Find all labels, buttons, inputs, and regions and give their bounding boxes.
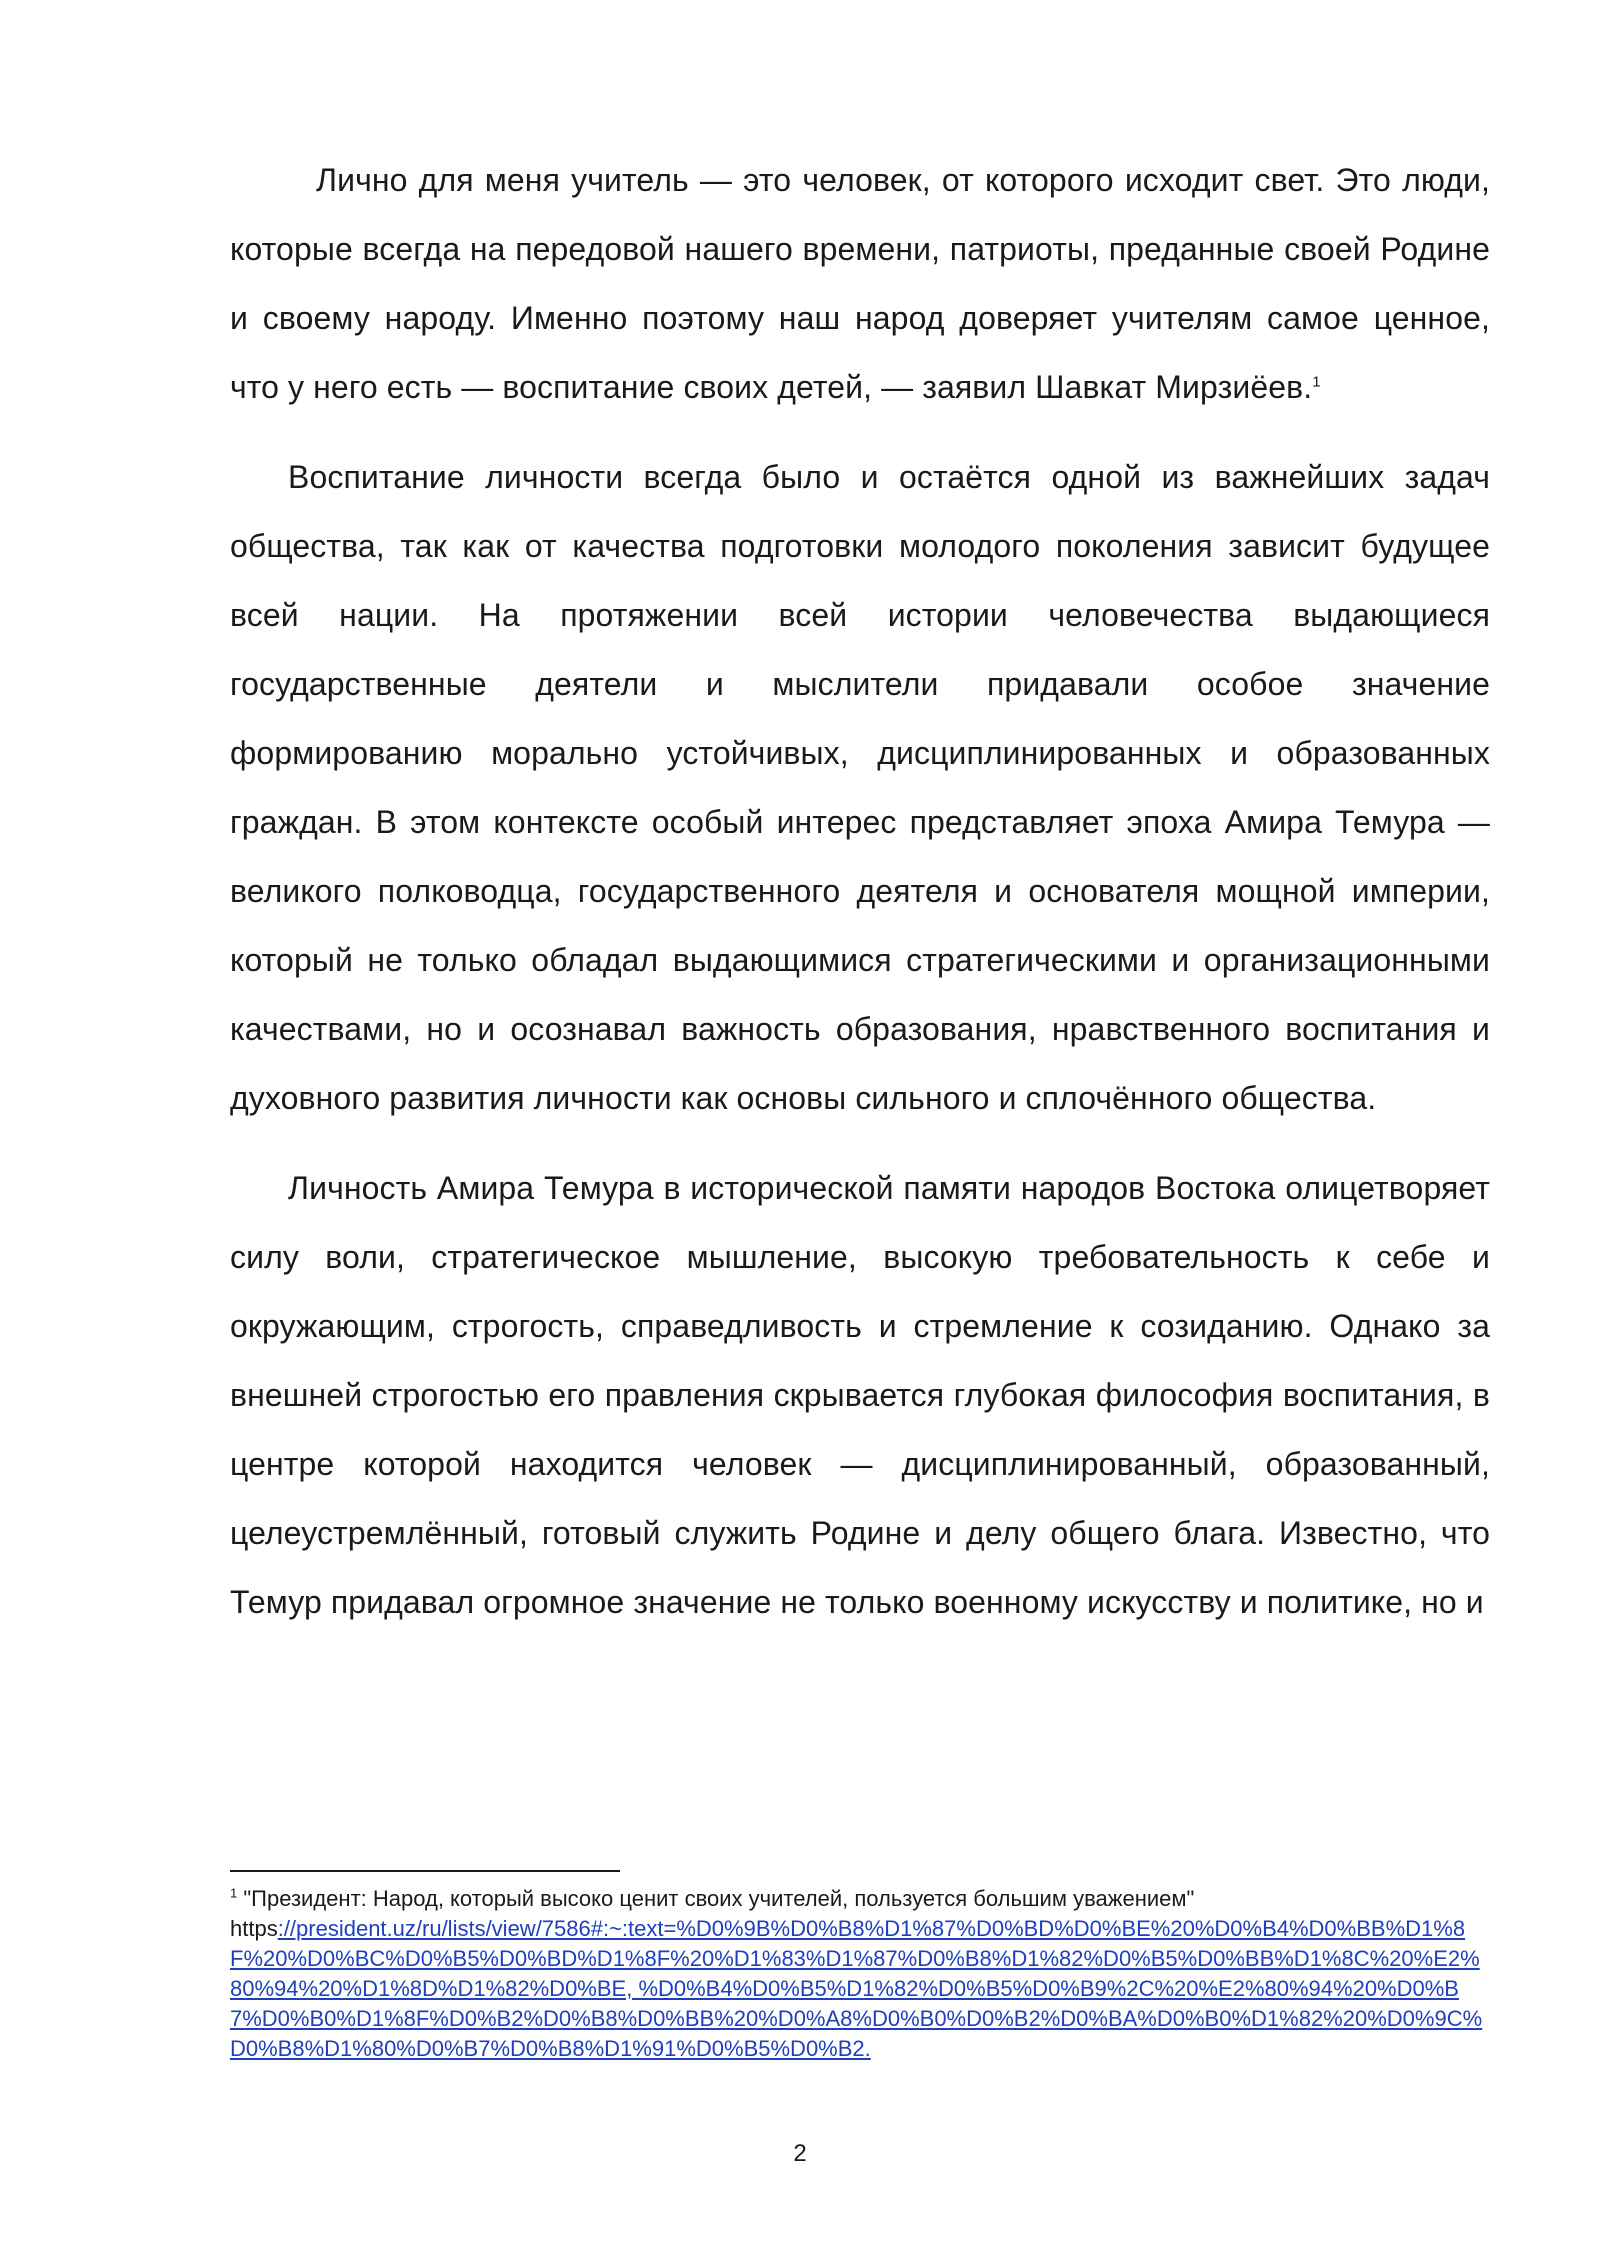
paragraph-text: Воспитание личности всегда было и остаётся одной из важнейших задач общества, так как от качества подготовки молодого поколения зависит будущее всей нации. На протяжении всей истории человечества выдающиеся государственные деятели и мыслители придавали особое значение формированию морально устойчивых, дисциплинированных и образованных граждан. В этом контексте особый интерес представляет эпоха Амира Темура — великого полководца, государственного деятеля и основателя мощной империи, который не только обладал выдающимися стратегическими и организационными качествами, но и осознавал важность образования, нравственного воспитания и духовного развития личности как основы сильного и сплочённого общества. [230,459,1490,1116]
footnote [230,1884,1490,2064]
footnote-separator [230,1870,620,1872]
paragraph-quote [230,146,1490,422]
footnote-reference[interactable]: 1 [1312,373,1321,391]
footnote-url-prefix: https [230,1916,278,1941]
paragraph-text: Лично для меня учитель — это человек, от которого исходит свет. Это люди, которые всегда на передовой нашего времени, патриоты, преданные своей Родине и своему народу. Именно поэтому наш народ доверяет учителям самое ценное, что у него есть — воспитание своих детей, — заявил Шавкат Мирзиёев. [230,162,1490,405]
paragraph-upbringing [230,443,1490,1133]
body-text [230,146,1490,1637]
footnote-number: 1 [230,1885,238,1901]
paragraph-timur [230,1154,1490,1637]
page-number: 2 [793,2140,807,2167]
footnote-title: "Президент: Народ, который высоко ценит своих учителей, пользуется большим уважением" [243,1886,1195,1911]
paragraph-text: Личность Амира Темура в исторической памяти народов Востока олицетворяет силу воли, стратегическое мышление, высокую требовательность к себе и окружающим, строгость, справедливость и стремление к созиданию. Однако за внешней строгостью его правления скрывается глубокая философия воспитания, в центре которой находится человек — дисциплинированный, образованный, целеустремлённый, готовый служить Родине и делу общего блага. Известно, что Темур придавал огромное значение не только военному искусству и политике, но и [230,1170,1490,1620]
footnote-link[interactable]: ://president.uz/ru/lists/view/7586#:~:text=%D0%9B%D0%B8%D1%87%D0%BD%D0%BE%20%D0%B4%D0%BB%D1%8F%20%D0%BC%D0%B5%D0%BD%D1%8F%20%D1%83%D1%87%D0%B8%D1%82%D0%B5%D0%BB%D1%8C%20%E2%80%94%20%D1%8D%D1%82%D0%BE, %D0%B4%D0%B5%D1%82%D0%B5%D0%B9%2C%20%E2%80%94%20%D0%B7%D0%B0%D1%8F%D0%B2%D0%B8%D0%BB%20%D0%A8%D0%B0%D0%B2%D0%BA%D0%B0%D1%82%20%D0%9C%D0%B8%D1%80%D0%B7%D0%B8%D1%91%D0%B5%D0%B2. [230,1916,1483,2061]
